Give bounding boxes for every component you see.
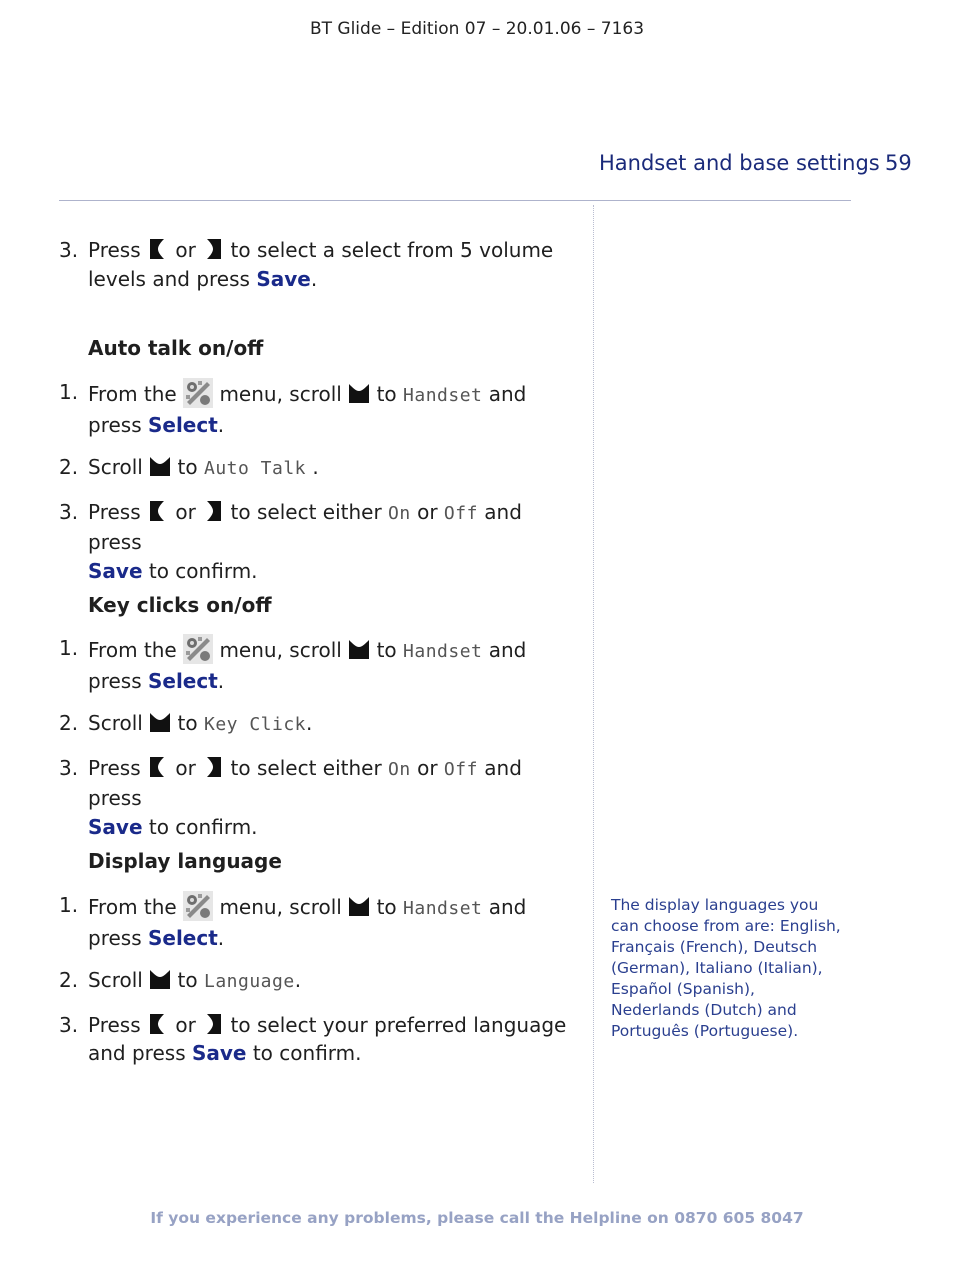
left-arrow-key-icon [147,1013,169,1035]
scroll-down-key-icon [149,711,171,733]
left-arrow-key-icon [147,756,169,778]
heading-auto-talk: Auto talk on/off [88,336,264,360]
scroll-down-key-icon [348,638,370,660]
save-keyword: Save [256,266,311,291]
key-clicks-steps: 1. From the menu, scroll to Handset and press Select. 2. Scroll to Key Click. 3. Press or to select either On or Off and press Save to confirm. [59,636,527,839]
header-rule [59,200,851,201]
volume-step: 3. Press or to select a select from 5 volume levels and press Save. [59,238,554,291]
page-number: 59 [885,151,912,175]
scroll-down-key-icon [149,968,171,990]
right-arrow-key-icon [202,1013,224,1035]
settings-menu-icon [183,634,213,664]
scroll-down-key-icon [149,455,171,477]
right-arrow-key-icon [202,500,224,522]
left-arrow-key-icon [147,238,169,260]
section-title: Handset and base settings [599,151,880,175]
left-arrow-key-icon [147,500,169,522]
scroll-down-key-icon [348,895,370,917]
heading-display-language: Display language [88,849,282,873]
settings-menu-icon [183,378,213,408]
auto-talk-steps: 1. From the menu, scroll to Handset and press Select. 2. Scroll to Auto Talk . 3. Press or to select either On or Off and press Save to confirm. [59,380,527,583]
right-arrow-key-icon [202,238,224,260]
column-divider [593,205,594,1183]
display-languages-note: The display languages you can choose from are: English, Français (French), Deutsch (German), Italiano (Italian), Español (Spanish), Nederlands (Dutch) and Português (Portuguese). [611,896,841,1040]
helpline-number: 0870 605 8047 [674,1209,804,1227]
settings-menu-icon [183,891,213,921]
right-arrow-key-icon [202,756,224,778]
display-language-steps: 1. From the menu, scroll to Handset and press Select. 2. Scroll to Language. 3. Press or to select your preferred language and press Save to confirm. [59,893,567,1065]
edition-line: BT Glide – Edition 07 – 20.01.06 – 7163 [309,19,645,39]
scroll-down-key-icon [348,382,370,404]
helpline-footer: If you experience any problems, please call the Helpline on 0870 605 8047 [150,1209,804,1227]
heading-key-clicks: Key clicks on/off [88,593,272,617]
